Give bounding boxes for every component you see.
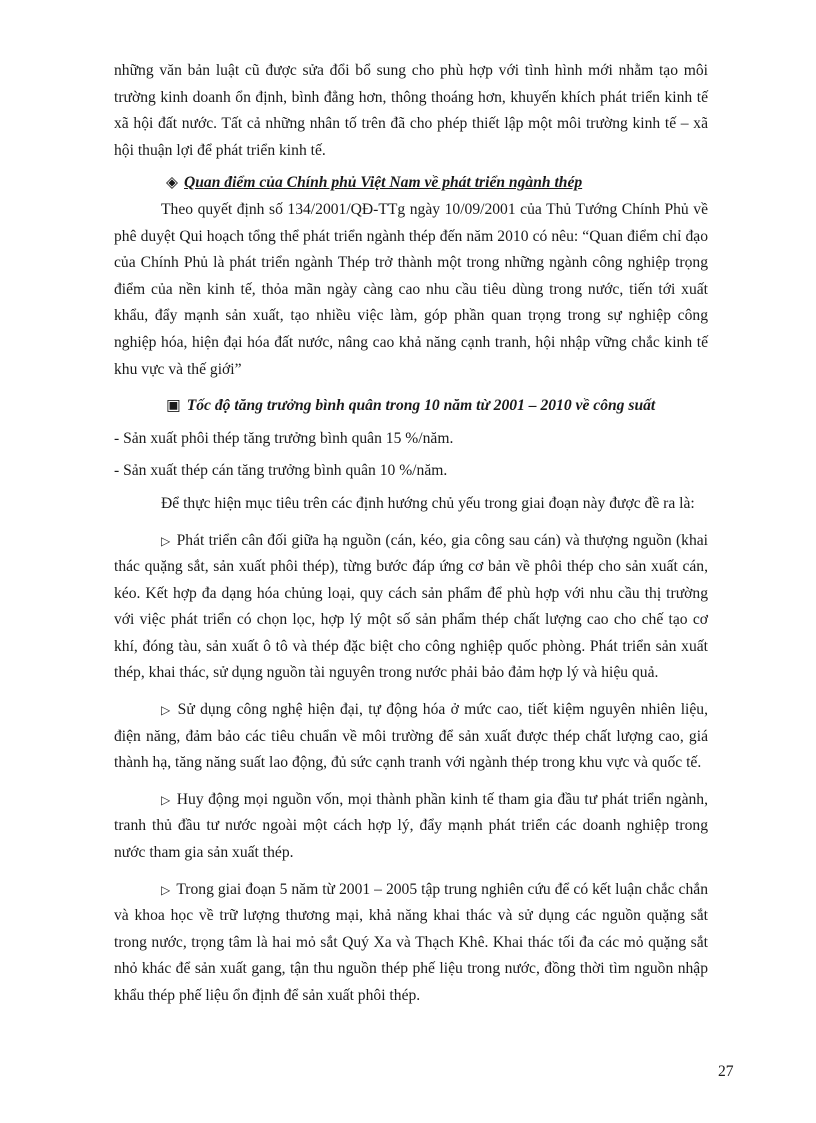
triangle-bullet-icon: ▷	[161, 533, 171, 548]
section-heading-text: Quan điểm của Chính phủ Việt Nam về phát triển ngành thép	[184, 174, 583, 192]
section-heading-text: Tốc độ tăng trưởng bình quân trong 10 năm từ 2001 – 2010 về công suất	[186, 397, 656, 415]
triangle-bullet-icon: ▷	[161, 792, 171, 807]
list-item-text: Phát triển cân đối giữa hạ nguồn (cán, kéo, gia công sau cán) và thượng nguồn (khai thác quặng sắt, sản xuất phôi thép), từng bước đáp ứng cơ bản về phôi thép cho sản xuất cán, kéo. Kết hợp đa dạng hóa chủng loại, quy cách sản phẩm để phù hợp với nhu cầu thị trường với việc phát triển có chọn lọc, hợp lý một số sản phẩm thép chất lượng cao cho chế tạo cơ khí, đóng tàu, sản xuất ô tô và thép đặc biệt cho công nghiệp quốc phòng. Phát triển sản xuất thép, khai thác, sử dụng nguồn tài nguyên trong nước phải bảo đảm hợp lý và hiệu quả.	[114, 531, 709, 682]
list-item-balanced-development	[114, 528, 708, 688]
dash-item-rolled-steel-growth: - Sản xuất thép cán tăng trưởng bình quân 10 %/năm.	[114, 462, 448, 480]
diamond-bullet-icon: ◈	[166, 174, 178, 192]
list-item-text: Huy động mọi nguồn vốn, mọi thành phần kinh tế tham gia đầu tư phát triển ngành, tranh thủ đầu tư nước ngoài một cách hợp lý, đẩy mạnh phát triển các doanh nghiệp trong nước tham gia sản xuất thép.	[114, 790, 708, 862]
section-heading-growth-rate	[114, 393, 708, 420]
triangle-bullet-icon: ▷	[161, 882, 171, 897]
section-heading-government-view	[114, 170, 708, 197]
list-item-text: Sử dụng công nghệ hiện đại, tự động hóa ở mức cao, tiết kiệm nguyên nhiên liệu, điện năng, đảm bảo các tiêu chuẩn về môi trường để sản xuất được thép chất lượng cao, giá thành hạ, tăng năng suất lao động, đủ sức cạnh tranh với ngành thép trong khu vực và quốc tế.	[114, 701, 708, 772]
list-item-text: Trong giai đoạn 5 năm từ 2001 – 2005 tập trung nghiên cứu để có kết luận chắc chắn và khoa học về trữ lượng thương mại, khả năng khai thác và sử dụng các nguồn quặng sắt trong nước, trọng tâm là hai mỏ sắt Quý Xa và Thạch Khê. Khai thác tối đa các mỏ quặng sắt nhỏ khác để sản xuất gang, tận thu nguồn thép phế liệu trong nước, đồng thời tìm nguồn nhập khẩu thép phế liệu ổn định để sản xuất phôi thép.	[114, 880, 708, 1004]
document-body	[114, 58, 708, 1010]
list-item-capital-mobilization	[114, 787, 708, 867]
list-item-modern-technology	[114, 697, 708, 777]
page-number: 27	[718, 1063, 734, 1080]
dash-item-billet-growth: - Sản xuất phôi thép tăng trưởng bình quân 15 %/năm.	[114, 429, 454, 447]
paragraph-decision: Theo quyết định số 134/2001/QĐ-TTg ngày 10/09/2001 của Thủ Tướng Chính Phủ về phê duyệt Qui hoạch tổng thể phát triển ngành thép đến năm 2010 có nêu: “Quan điểm chỉ đạo của Chính Phủ là phát triển ngành Thép trở thành một trong những ngành công nghiệp trọng điểm của nền kinh tế, thỏa mãn ngày càng cao nhu cầu tiêu dùng trong nước, tiến tới xuất khẩu, đẩy mạnh sản xuất, tạo nhiều việc làm, góp phần quan trọng trong sự nghiệp công nghiệp hóa, hiện đại hóa đất nước, nâng cao khả năng cạnh tranh, hội nhập vững chắc kinh tế khu vực và thế giới”	[114, 200, 708, 378]
list-item-iron-ore-research	[114, 877, 708, 1010]
square-bullet-icon: ▣	[166, 397, 181, 415]
triangle-bullet-icon: ▷	[161, 703, 172, 718]
paragraph-orientation-intro: Để thực hiện mục tiêu trên các định hướng chủ yếu trong giai đoạn này được đề ra là:	[161, 494, 695, 512]
paragraph-intro: những văn bản luật cũ được sửa đổi bổ sung cho phù hợp với tình hình mới nhằm tạo môi trường kinh doanh ổn định, bình đẳng hơn, thông thoáng hơn, khuyến khích phát triển kinh tế xã hội đất nước. Tất cả những nhân tố trên đã cho phép thiết lập một môi trường kinh tế – xã hội thuận lợi để phát triển kinh tế.	[114, 62, 708, 159]
